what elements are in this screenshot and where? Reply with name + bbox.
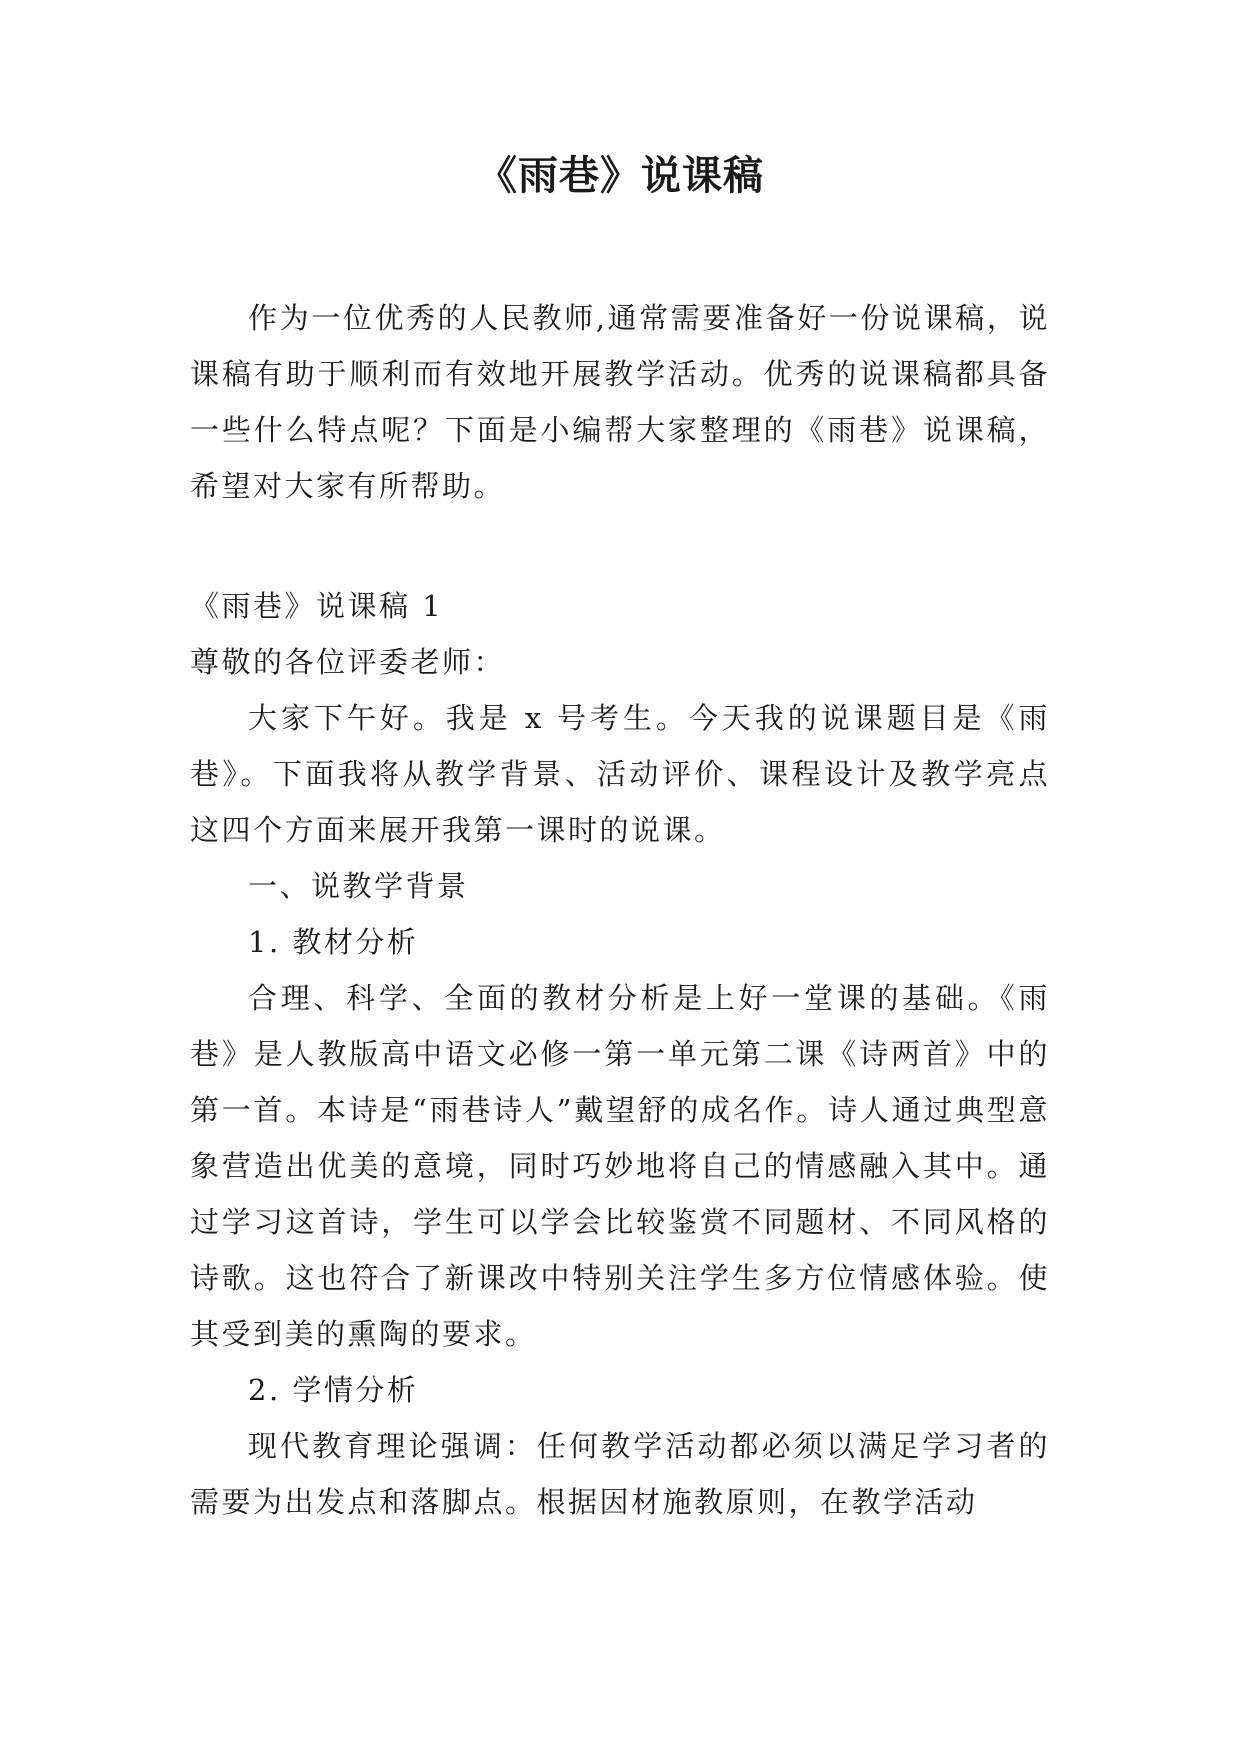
paragraph-textbook-analysis: 合理、科学、全面的教材分析是上好一堂课的基础。《雨巷》是人教版高中语文必修一第一单元第二课《诗两首》中的第一首。本诗是“雨巷诗人”戴望舒的成名作。诗人通过典型意象营造出优美的意境，同时巧妙地将自己的情感融入其中。通过学习这首诗，学生可以学会比较鉴赏不同题材、不同风格的诗歌。这也符合了新课改中特别关注学生多方位情感体验。使其受到美的熏陶的要求。: [190, 981, 1050, 1351]
heading-textbook-analysis: 1. 教材分析: [248, 925, 419, 959]
paragraph-greeting: 大家下午好。我是 x 号考生。今天我的说课题目是《雨巷》。下面我将从教学背景、活动评价、课程设计及教学亮点这四个方面来展开我第一课时的说课。: [190, 701, 1050, 847]
section-heading: 《雨巷》说课稿 1: [190, 589, 444, 623]
document-title: 《雨巷》说课稿: [477, 153, 764, 199]
intro-paragraph: 作为一位优秀的人民教师,通常需要准备好一份说课稿，说课稿有助于顺利而有效地开展教学活动。优秀的说课稿都具备一些什么特点呢？下面是小编帮大家整理的《雨巷》说课稿，希望对大家有所帮助。: [190, 301, 1050, 503]
main-section: [190, 578, 1050, 1530]
salutation: 尊敬的各位评委老师：: [190, 645, 506, 679]
heading-teaching-background: 一、说教学背景: [248, 869, 469, 903]
heading-student-analysis: 2. 学情分析: [248, 1373, 419, 1407]
paragraph-student-analysis: 现代教育理论强调：任何教学活动都必须以满足学习者的需要为出发点和落脚点。根据因材施教原则，在教学活动: [190, 1429, 1050, 1519]
intro-section: [190, 290, 1050, 514]
